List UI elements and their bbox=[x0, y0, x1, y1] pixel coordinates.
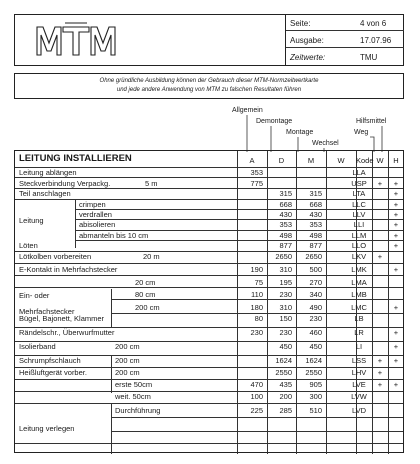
label-hilfsmittel: Hilfsmittel bbox=[356, 118, 387, 125]
cell-hilfsmittel: + bbox=[393, 179, 399, 188]
cell-montage: 340 bbox=[309, 290, 322, 299]
row-sublabel: 20 m bbox=[143, 252, 160, 261]
cell-kode: LMB bbox=[351, 290, 367, 299]
row-sublabel: 200 cm bbox=[115, 356, 140, 365]
cell-montage: 498 bbox=[309, 231, 322, 240]
cell-montage: 430 bbox=[309, 210, 322, 219]
cell-hilfsmittel: + bbox=[393, 342, 399, 351]
cell-weg: + bbox=[377, 252, 383, 261]
row-sublabel: 200 cm bbox=[115, 342, 140, 351]
group-label-mehrfachstecker: Mehrfachstecker bbox=[19, 307, 75, 316]
cell-demontage: 450 bbox=[279, 342, 292, 351]
table-title: LEITUNG INSTALLIEREN bbox=[19, 153, 132, 164]
cell-allgemein: 470 bbox=[250, 380, 263, 389]
header-h: H bbox=[393, 156, 399, 165]
cell-weg: + bbox=[377, 368, 383, 377]
logo-text: MTM bbox=[31, 19, 34, 20]
cell-hilfsmittel: + bbox=[393, 356, 399, 365]
cell-hilfsmittel: + bbox=[393, 328, 399, 337]
row-label: Bügel, Bajonett, Klammer bbox=[19, 314, 105, 323]
row-sublabel: 5 m bbox=[145, 179, 158, 188]
cell-kode: LTA bbox=[352, 189, 366, 198]
header-a: A bbox=[249, 156, 255, 165]
cell-montage: 270 bbox=[309, 278, 322, 287]
cell-kode: LLV bbox=[352, 210, 366, 219]
cell-montage: 353 bbox=[309, 220, 322, 229]
cell-demontage: 230 bbox=[279, 290, 292, 299]
cell-allgemein: 180 bbox=[250, 303, 263, 312]
cell-weg: + bbox=[377, 356, 383, 365]
header-d: D bbox=[278, 156, 285, 165]
cell-kode: LMK bbox=[351, 265, 367, 274]
cell-kode: LMC bbox=[351, 303, 367, 312]
cell-montage: 2550 bbox=[305, 368, 322, 377]
cell-kode: USP bbox=[351, 179, 367, 188]
cell-montage: 500 bbox=[309, 265, 322, 274]
cell-demontage: 195 bbox=[279, 278, 292, 287]
cell-kode: LVD bbox=[351, 406, 367, 415]
cell-montage: 668 bbox=[309, 200, 322, 209]
meta-value: 4 von 6 bbox=[360, 19, 387, 28]
cell-kode: LVE bbox=[352, 380, 366, 389]
cell-demontage: 435 bbox=[279, 380, 292, 389]
row-label: Schrumpfschlauch bbox=[19, 356, 81, 365]
cell-kode: LHV bbox=[351, 368, 367, 377]
cell-demontage: 2550 bbox=[275, 368, 292, 377]
group-label-leitung-verlegen: Leitung verlegen bbox=[19, 424, 75, 433]
row-length: 200 cm bbox=[135, 303, 160, 312]
meta-key: Ausgabe: bbox=[290, 36, 324, 45]
label-allgemein: Allgemein bbox=[232, 107, 263, 114]
cell-montage: 877 bbox=[309, 241, 322, 250]
cell-kode: LB bbox=[354, 314, 364, 323]
header-weg: W bbox=[376, 156, 384, 165]
label-wechsel: Wechsel bbox=[312, 140, 339, 147]
disclaimer-line-2: und jede andere Anwendung von MTM zu falschen Resultaten führen bbox=[116, 87, 302, 93]
cell-montage: 510 bbox=[309, 406, 322, 415]
cell-kode: LKV bbox=[351, 252, 367, 261]
cell-demontage: 498 bbox=[279, 231, 292, 240]
cell-allgemein: 75 bbox=[254, 278, 263, 287]
cell-demontage: 315 bbox=[279, 189, 292, 198]
meta-key: Seite: bbox=[290, 19, 311, 28]
cell-demontage: 430 bbox=[279, 210, 292, 219]
row-label: E-Kontakt in Mehrfachstecker bbox=[19, 265, 118, 274]
group-label-ein-oder: Ein- oder bbox=[19, 291, 50, 300]
cell-hilfsmittel: + bbox=[393, 189, 399, 198]
data-table bbox=[14, 150, 404, 453]
cell-demontage: 877 bbox=[279, 241, 292, 250]
cell-kode: LMA bbox=[351, 278, 367, 287]
cell-allgemein: 353 bbox=[250, 168, 263, 177]
row-label: Steckverbindung Verpackg. bbox=[19, 179, 111, 188]
cell-demontage: 353 bbox=[279, 220, 292, 229]
label-montage: Montage bbox=[286, 129, 314, 136]
cell-allgemein: 110 bbox=[251, 290, 263, 299]
cell-kode: LLI bbox=[353, 220, 365, 229]
cell-kode: LLC bbox=[352, 200, 366, 209]
cell-hilfsmittel: + bbox=[393, 231, 399, 240]
header-kode: Kode bbox=[356, 156, 374, 165]
cell-allgemein: 775 bbox=[250, 179, 263, 188]
group-label-leitung: Leitung bbox=[19, 216, 44, 225]
row-length: 20 cm bbox=[135, 278, 156, 287]
meta-value: TMU bbox=[360, 53, 378, 62]
cell-demontage: 310 bbox=[279, 303, 292, 312]
cell-demontage: 200 bbox=[279, 392, 292, 401]
cell-montage: 1624 bbox=[305, 356, 322, 365]
row-sublabel: crimpen bbox=[79, 200, 106, 209]
cell-montage: 230 bbox=[309, 314, 322, 323]
label-demontage: Demontage bbox=[256, 118, 293, 125]
cell-hilfsmittel: + bbox=[393, 303, 399, 312]
row-label: Rändelschr., Überwurfmutter bbox=[19, 328, 115, 337]
cell-montage: 460 bbox=[309, 328, 322, 337]
row-label: Isolierband bbox=[19, 342, 56, 351]
cell-allgemein: 225 bbox=[250, 406, 263, 415]
meta-key: Zeitwerte: bbox=[290, 53, 326, 62]
cell-allgemein: 100 bbox=[250, 392, 263, 401]
row-sublabel: erste 50cm bbox=[115, 380, 153, 389]
cell-demontage: 668 bbox=[279, 200, 292, 209]
row-sublabel: abmanteln bis 10 cm bbox=[79, 231, 149, 240]
row-label: Leitung ablängen bbox=[19, 168, 77, 177]
cell-kode: LSS bbox=[351, 356, 367, 365]
cell-demontage: 2650 bbox=[275, 252, 292, 261]
cell-montage: 490 bbox=[309, 303, 322, 312]
cell-demontage: 310 bbox=[279, 265, 292, 274]
cell-demontage: 1624 bbox=[275, 356, 292, 365]
cell-hilfsmittel: + bbox=[393, 220, 399, 229]
label-weg: Weg bbox=[354, 129, 369, 136]
cell-kode: LI bbox=[355, 342, 363, 351]
row-label: Teil anschlagen bbox=[19, 189, 71, 198]
cell-montage: 2650 bbox=[305, 252, 322, 261]
disclaimer-line-1: Ohne gründliche Ausbildung können der Gebrauch dieser MTM-Normzeitwertkarte bbox=[99, 78, 319, 84]
cell-kode: LVW bbox=[351, 392, 367, 401]
cell-hilfsmittel: + bbox=[393, 210, 399, 219]
cell-hilfsmittel: + bbox=[393, 241, 399, 250]
header-m: M bbox=[307, 156, 315, 165]
cell-allgemein: 230 bbox=[250, 328, 263, 337]
cell-montage: 905 bbox=[309, 380, 322, 389]
cell-kode: LLA bbox=[352, 168, 366, 177]
cell-montage: 300 bbox=[309, 392, 322, 401]
row-sublabel: Durchführung bbox=[115, 406, 161, 415]
row-label: Heißluftgerät vorber. bbox=[19, 368, 87, 377]
row-label: Löten bbox=[19, 241, 38, 250]
row-sublabel: 200 cm bbox=[115, 368, 140, 377]
header-w: W bbox=[337, 156, 345, 165]
cell-demontage: 285 bbox=[279, 406, 292, 415]
meta-value: 17.07.96 bbox=[360, 36, 392, 45]
cell-kode: LLM bbox=[351, 231, 367, 240]
cell-allgemein: 80 bbox=[254, 314, 263, 323]
row-label: Lötkolben vorbereiten bbox=[19, 252, 92, 261]
cell-kode: LLO bbox=[351, 241, 367, 250]
cell-hilfsmittel: + bbox=[393, 380, 399, 389]
cell-demontage: 150 bbox=[279, 314, 292, 323]
cell-hilfsmittel: + bbox=[393, 200, 399, 209]
cell-hilfsmittel: + bbox=[393, 265, 399, 274]
row-sublabel: abisolieren bbox=[79, 220, 116, 229]
cell-montage: 450 bbox=[309, 342, 322, 351]
cell-kode: LR bbox=[354, 328, 364, 337]
cell-weg: + bbox=[377, 179, 383, 188]
cell-allgemein: 190 bbox=[250, 265, 263, 274]
row-sublabel: weit. 50cm bbox=[115, 392, 151, 401]
row-sublabel: verdrallen bbox=[79, 210, 112, 219]
column-leader-lines bbox=[0, 0, 420, 160]
cell-montage: 315 bbox=[309, 189, 322, 198]
row-length: 80 cm bbox=[135, 290, 156, 299]
cell-demontage: 230 bbox=[279, 328, 292, 337]
cell-weg: + bbox=[377, 380, 383, 389]
